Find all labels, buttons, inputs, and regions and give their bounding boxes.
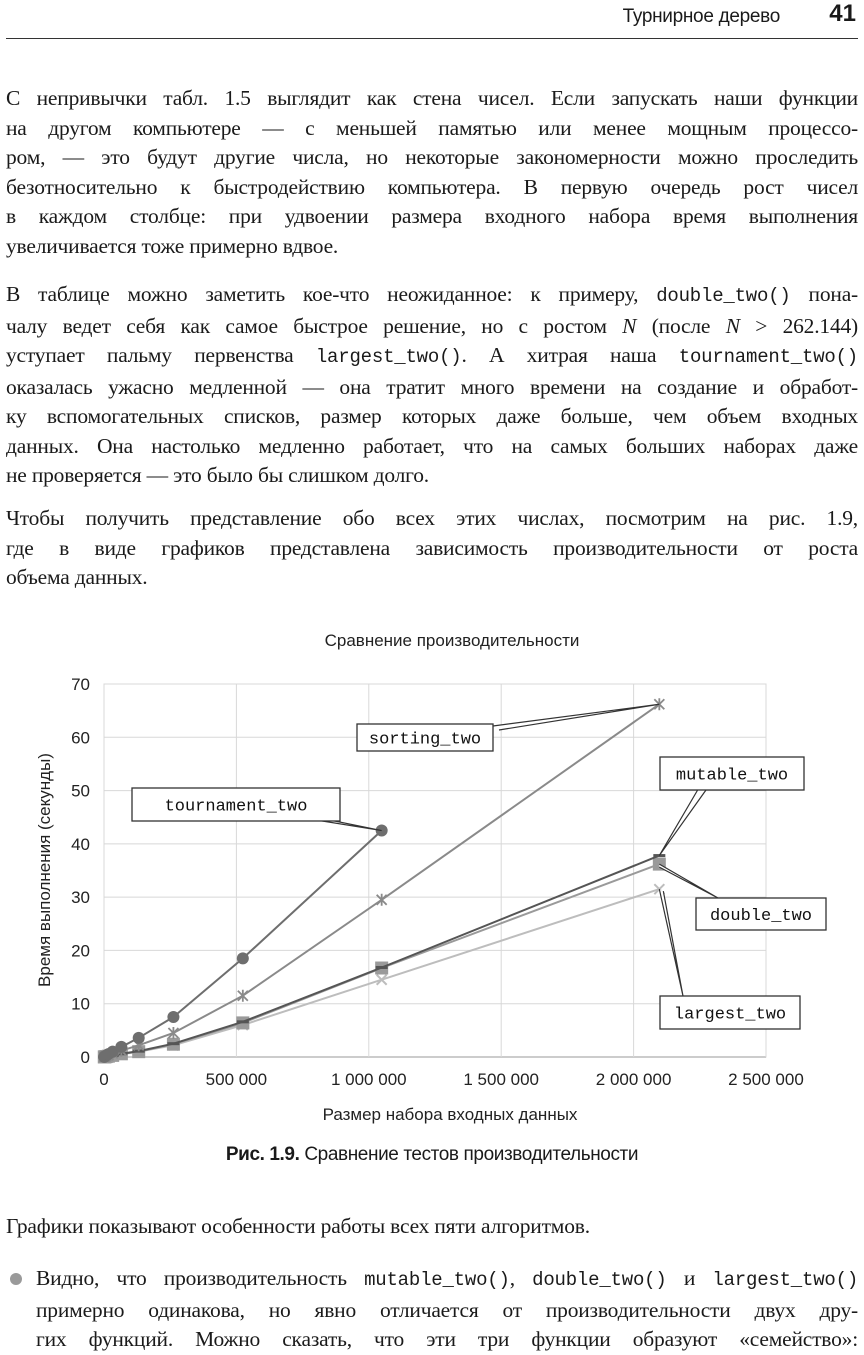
chart-title: Сравнение производительности [324, 631, 580, 650]
paragraph-4 [6, 1212, 858, 1242]
data-point-sorting_two [377, 894, 387, 906]
callout-leader-sorting_two [493, 704, 659, 730]
x-tick-label: 0 [99, 1070, 109, 1089]
y-tick-label: 50 [71, 781, 90, 801]
text-run: (после [636, 313, 726, 338]
callout-label-sorting_two: sorting_two [368, 730, 482, 750]
text-line: объема данных. [6, 565, 148, 589]
text-run: Видно, что производительность [36, 1266, 365, 1290]
paragraph-2 [6, 280, 858, 491]
inline-code: largest_two() [712, 1269, 859, 1291]
running-title: Турнирное дерево [622, 6, 780, 27]
page-number: 41 [829, 0, 856, 27]
text-line: оказалась ужасно медленной — она тратит много времени на создание и обработ- [6, 374, 858, 399]
inline-code: double_two() [656, 285, 791, 307]
y-axis-label: Время выполнения (секунды) [35, 753, 54, 987]
inline-code: double_two() [532, 1269, 667, 1291]
data-point-sorting_two [168, 1027, 178, 1039]
text-line: Чтобы получить представление обо всех этих числах, посмотрим на рис. 1.9, [6, 506, 858, 530]
x-tick-label: 500 000 [205, 1070, 268, 1089]
figure-caption [0, 1144, 864, 1166]
text-line: увеличивается тоже примерно вдвое. [6, 233, 339, 258]
x-axis-label: Размер набора входных данных [322, 1105, 578, 1124]
callout-label-largest_two: largest_two [673, 1005, 787, 1025]
callout-label-tournament_two: tournament_two [164, 797, 308, 817]
text-line: на другом компьютере — с меньшей памятью или менее мощным процессо- [6, 115, 858, 140]
text-run: и [666, 1266, 713, 1290]
text-line: гих функций. Можно сказать, что эти три функции образуют «семейство»: [36, 1327, 858, 1351]
callout-leader-largest_two [659, 889, 683, 996]
text-line: где в виде графиков представлена зависимость производительности от роста [6, 535, 858, 560]
y-tick-label: 30 [71, 888, 90, 908]
performance-chart [0, 620, 864, 1130]
page-header [6, 0, 858, 39]
text-line [6, 312, 858, 342]
data-point-tournament_two [167, 1011, 179, 1023]
callout-leader-mutable_two [659, 786, 706, 856]
callout-leader-double_two [659, 864, 718, 898]
series-line-double_two [104, 864, 659, 1057]
data-point-tournament_two [133, 1032, 145, 1044]
text-line [36, 1264, 858, 1296]
callout-label-double_two: double_two [709, 907, 813, 926]
data-point-tournament_two [115, 1041, 127, 1053]
text-run: чалу ведет себя как самое быстрое решение, но с ростом [6, 313, 623, 338]
text-line: в каждом столбце: при удвоении размера входного набора время выполнения [6, 204, 858, 228]
text-line: С непривычки табл. 1.5 выглядит как стена чисел. Если запускать наши функции [6, 86, 858, 110]
series-line-mutable_two [104, 856, 659, 1057]
text-run: . А хитрая наша [461, 343, 679, 367]
data-point-largest_two [377, 975, 387, 985]
text-run: В таблице можно заметить кое-что неожиданное: к примеру, [6, 282, 657, 306]
text-line: безотносительно к быстродействию компьютера. В первую очередь рост чисел [6, 174, 858, 199]
text-run: пона- [790, 282, 859, 306]
text-line [6, 280, 858, 312]
y-tick-label: 0 [80, 1048, 90, 1067]
paragraph-1 [6, 84, 858, 261]
text-line: ку вспомогательных списков, размер которых даже больше, чем объем входных [6, 404, 858, 428]
x-tick-label: 2 500 000 [728, 1070, 804, 1089]
text-line: ром, — это будут другие числа, но некоторые закономерности можно проследить [6, 145, 858, 169]
inline-code: tournament_two() [678, 346, 859, 368]
caption-label: Рис. 1.9. [225, 1144, 300, 1165]
text-run: > 262.144) [739, 313, 859, 338]
y-tick-label: 10 [71, 994, 90, 1014]
text-line [6, 341, 858, 373]
text-line: Графики показывают особенности работы всех пяти алгоритмов. [6, 1214, 590, 1238]
x-tick-label: 1 000 000 [330, 1070, 407, 1089]
text-line: данных. Она настолько медленно работает, что на самых больших наборах даже [6, 433, 858, 458]
inline-code: mutable_two() [364, 1269, 510, 1291]
math-n: N [725, 313, 740, 338]
y-tick-label: 70 [71, 675, 90, 694]
text-run: уступает пальму первенства [6, 343, 316, 367]
caption-text: Сравнение тестов производительности [299, 1144, 639, 1165]
paragraph-3 [6, 504, 858, 593]
series-lines [98, 698, 666, 1063]
text-line: не проверяется — это было бы слишком долго. [6, 463, 429, 487]
text-line: примерно одинакова, но явно отличается от производительности двух дру- [36, 1297, 858, 1322]
x-tick-label: 2 000 000 [595, 1070, 672, 1089]
data-point-tournament_two [237, 952, 249, 964]
x-tick-label: 1 500 000 [463, 1070, 540, 1089]
math-n: N [622, 313, 637, 338]
text-run: , [509, 1266, 533, 1290]
callout-label-mutable_two: mutable_two [675, 766, 789, 786]
data-point-sorting_two [238, 990, 248, 1002]
y-tick-label: 20 [71, 941, 90, 961]
y-tick-label: 40 [71, 834, 90, 854]
bullet-icon [10, 1273, 22, 1285]
bullet-item [36, 1264, 858, 1355]
inline-code: largest_two() [315, 346, 462, 368]
y-tick-label: 60 [71, 728, 90, 748]
